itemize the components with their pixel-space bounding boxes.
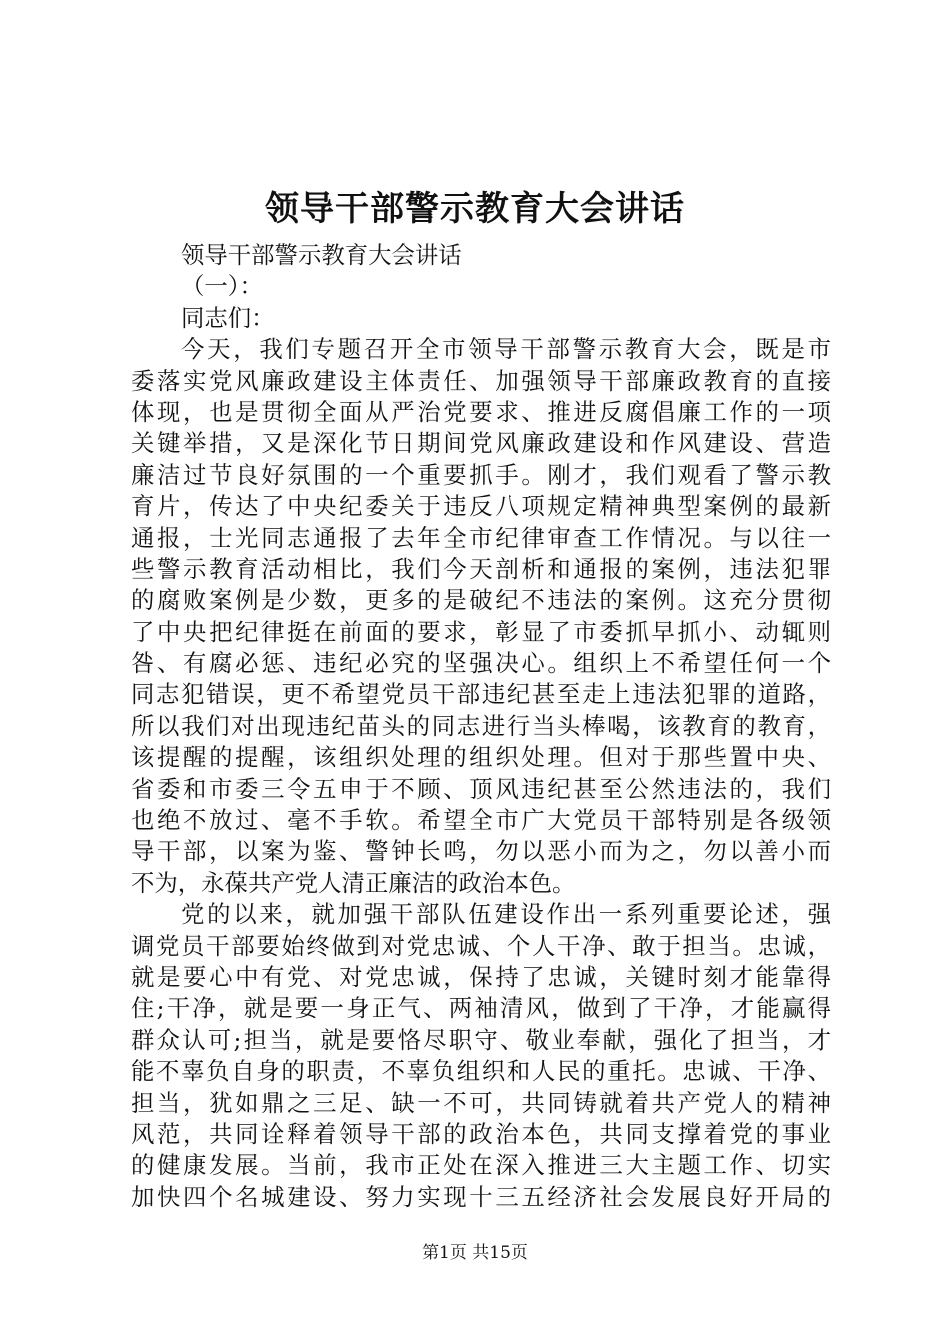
body-line: 就是要心中有党、对党忠诚，保持了忠诚，关键时刻才能靠得 [131, 962, 831, 991]
body-line: 能不辜负自身的职责，不辜负组织和人民的重托。忠诚、干净、 [131, 1057, 831, 1086]
body-line: 群众认可;担当，就是要恪尽职守、敬业奉献，强化了担当，才 [131, 1025, 831, 1054]
body-line: 通报，士光同志通报了去年全市纪律审查工作情况。与以往一 [131, 523, 831, 552]
body-line: 同志们： [181, 303, 275, 332]
body-line: 的健康发展。当前，我市正处在深入推进三大主题工作、切实 [131, 1151, 831, 1180]
body-line: 风范，共同诠释着领导干部的政治本色，共同支撑着党的事业 [131, 1119, 831, 1148]
body-line: 育片，传达了中央纪委关于违反八项规定精神典型案例的最新 [131, 492, 831, 521]
document-title: 领导干部警示教育大会讲话 [265, 189, 685, 229]
body-line: 同志犯错误，更不希望党员干部违纪甚至走上违法犯罪的道路， [131, 680, 831, 709]
body-line: 该提醒的提醒，该组织处理的组织处理。但对于那些置中央、 [131, 743, 831, 772]
document-body [131, 240, 831, 1213]
body-line: 的腐败案例是少数，更多的是破纪不违法的案例。这充分贯彻 [131, 586, 831, 615]
body-line: 体现，也是贯彻全面从严治党要求、推进反腐倡廉工作的一项 [131, 397, 831, 426]
body-line: 党的以来，就加强干部队伍建设作出一系列重要论述，强 [181, 900, 831, 929]
body-line: 咎、有腐必惩、违纪必究的坚强决心。组织上不希望任何一个 [131, 649, 831, 678]
body-line: 不为，永葆共产党人清正廉洁的政治本色。 [131, 868, 576, 897]
body-line: 住;干净，就是要一身正气、两袖清风，做到了干净，才能赢得 [131, 994, 831, 1023]
body-line: 关键举措，又是深化节日期间党风廉政建设和作风建设、营造 [131, 429, 831, 458]
body-line: 委落实党风廉政建设主体责任、加强领导干部廉政教育的直接 [131, 366, 831, 395]
body-line: 担当，犹如鼎之三足、缺一不可，共同铸就着共产党人的精神 [131, 1088, 831, 1117]
body-line: 今天，我们专题召开全市领导干部警示教育大会，既是市 [181, 335, 831, 364]
body-line: 领导干部警示教育大会讲话 [181, 241, 462, 269]
body-line: 些警示教育活动相比，我们今天剖析和通报的案例，违法犯罪 [131, 554, 831, 583]
body-line: 也绝不放过、毫不手软。希望全市广大党员干部特别是各级领 [131, 806, 831, 835]
body-line: （一）： [181, 272, 263, 301]
body-line: 所以我们对出现违纪苗头的同志进行当头棒喝，该教育的教育， [131, 711, 831, 740]
body-line: 导干部，以案为鉴、警钟长鸣，勿以恶小而为之，勿以善小而 [131, 837, 831, 866]
body-line: 了中央把纪律挺在前面的要求，彰显了市委抓早抓小、动辄则 [131, 617, 831, 646]
body-line: 省委和市委三令五申于不顾、顶风违纪甚至公然违法的，我们 [131, 774, 831, 803]
body-line: 调党员干部要始终做到对党忠诚、个人干净、敢于担当。忠诚， [131, 931, 831, 960]
page-number-footer: 第1页 共15页 [422, 1243, 528, 1263]
body-line: 廉洁过节良好氛围的一个重要抓手。刚才，我们观看了警示教 [131, 460, 831, 489]
body-line: 加快四个名城建设、努力实现十三五经济社会发展良好开局的 [131, 1182, 831, 1211]
